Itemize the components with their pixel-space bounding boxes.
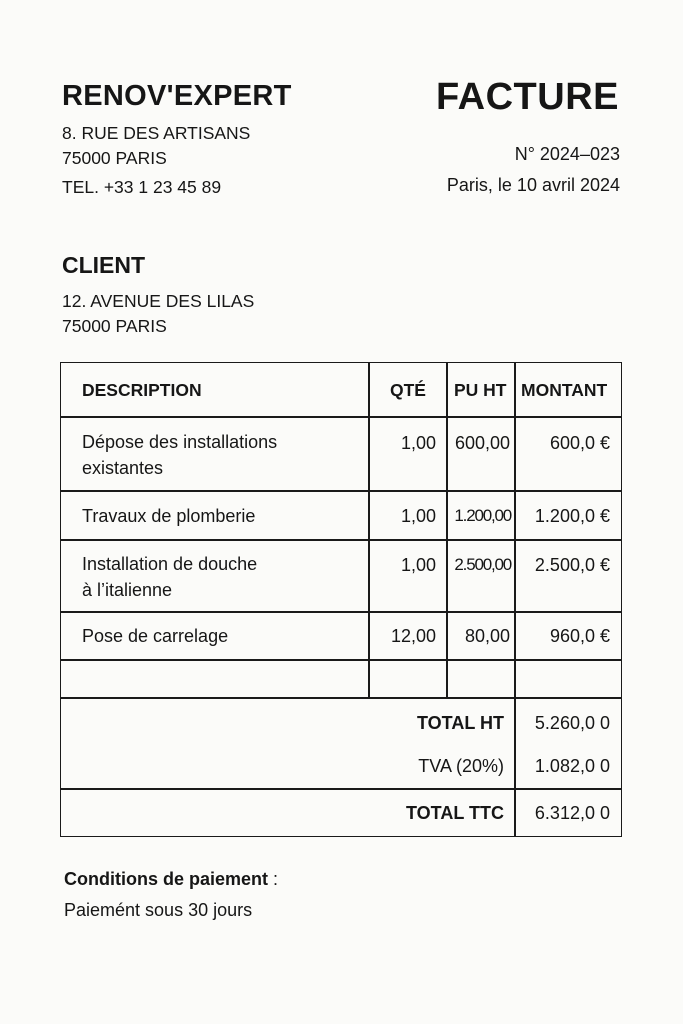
- invoice-table: [60, 362, 622, 837]
- row-unit-price: 600,00: [454, 433, 510, 453]
- invoice-number: N° 2024–023: [514, 144, 620, 164]
- row-divider: [60, 659, 622, 661]
- payment-conditions-heading: [64, 869, 278, 890]
- row-description: Travaux de plomberie: [82, 506, 256, 526]
- row-divider: [60, 539, 622, 541]
- row-amount: 960,0 €: [549, 626, 610, 646]
- company-address-line1: 8. RUE DES ARTISANS: [62, 123, 251, 143]
- total-ttc-value: 6.312,0 0: [534, 803, 610, 823]
- row-unit-price: 2.500,00: [454, 555, 511, 574]
- header-amount: MONTANT: [521, 380, 608, 400]
- header-description: DESCRIPTION: [82, 380, 202, 400]
- row-amount: 1.200,0 €: [534, 506, 610, 526]
- payment-conditions-colon: :: [268, 869, 279, 889]
- row-description-continued: existantes: [82, 458, 164, 478]
- row-divider: [60, 697, 622, 699]
- column-divider: [446, 362, 448, 698]
- row-description: Installation de douche: [82, 554, 258, 574]
- company-phone: TEL. +33 1 23 45 89: [62, 177, 222, 197]
- invoice-date: Paris, le 10 avril 2024: [446, 175, 620, 195]
- total-ttc-label: TOTAL TTC: [406, 803, 504, 823]
- row-qty: 1,00: [400, 506, 436, 526]
- row-description: Pose de carrelage: [82, 626, 229, 646]
- row-divider: [60, 788, 622, 790]
- row-qty: 1,00: [400, 433, 436, 453]
- header-qty: QTÉ: [390, 380, 426, 400]
- row-unit-price: 80,00: [464, 626, 510, 646]
- client-title: CLIENT: [62, 252, 146, 278]
- row-unit-price: 1.200,00: [454, 506, 511, 525]
- row-divider: [60, 490, 622, 492]
- row-divider: [60, 416, 622, 418]
- company-address-line2: 75000 PARIS: [62, 148, 167, 168]
- total-ht-value: 5.260,0 0: [534, 713, 610, 733]
- total-ht-label: TOTAL HT: [417, 713, 504, 733]
- row-divider: [60, 611, 622, 613]
- payment-conditions-title: Conditions de paiement: [64, 869, 269, 889]
- row-description: Dépose des installations: [82, 432, 278, 452]
- row-amount: 600,0 €: [549, 433, 610, 453]
- row-qty: 1,00: [400, 555, 436, 575]
- client-address-line1: 12. AVENUE DES LILAS: [62, 291, 255, 311]
- row-qty: 12,00: [390, 626, 436, 646]
- payment-conditions-text: Paiemént sous 30 jours: [64, 900, 253, 920]
- header-unit-price: PU HT: [454, 380, 507, 400]
- row-description-continued: à l’italienne: [82, 580, 173, 600]
- invoice-title: FACTURE: [436, 76, 619, 118]
- client-address-line2: 75000 PARIS: [62, 316, 167, 336]
- tva-value: 1.082,0 0: [534, 756, 610, 776]
- tva-label: TVA (20%): [418, 756, 504, 776]
- company-name: RENOV'EXPERT: [62, 80, 292, 112]
- row-amount: 2.500,0 €: [534, 555, 610, 575]
